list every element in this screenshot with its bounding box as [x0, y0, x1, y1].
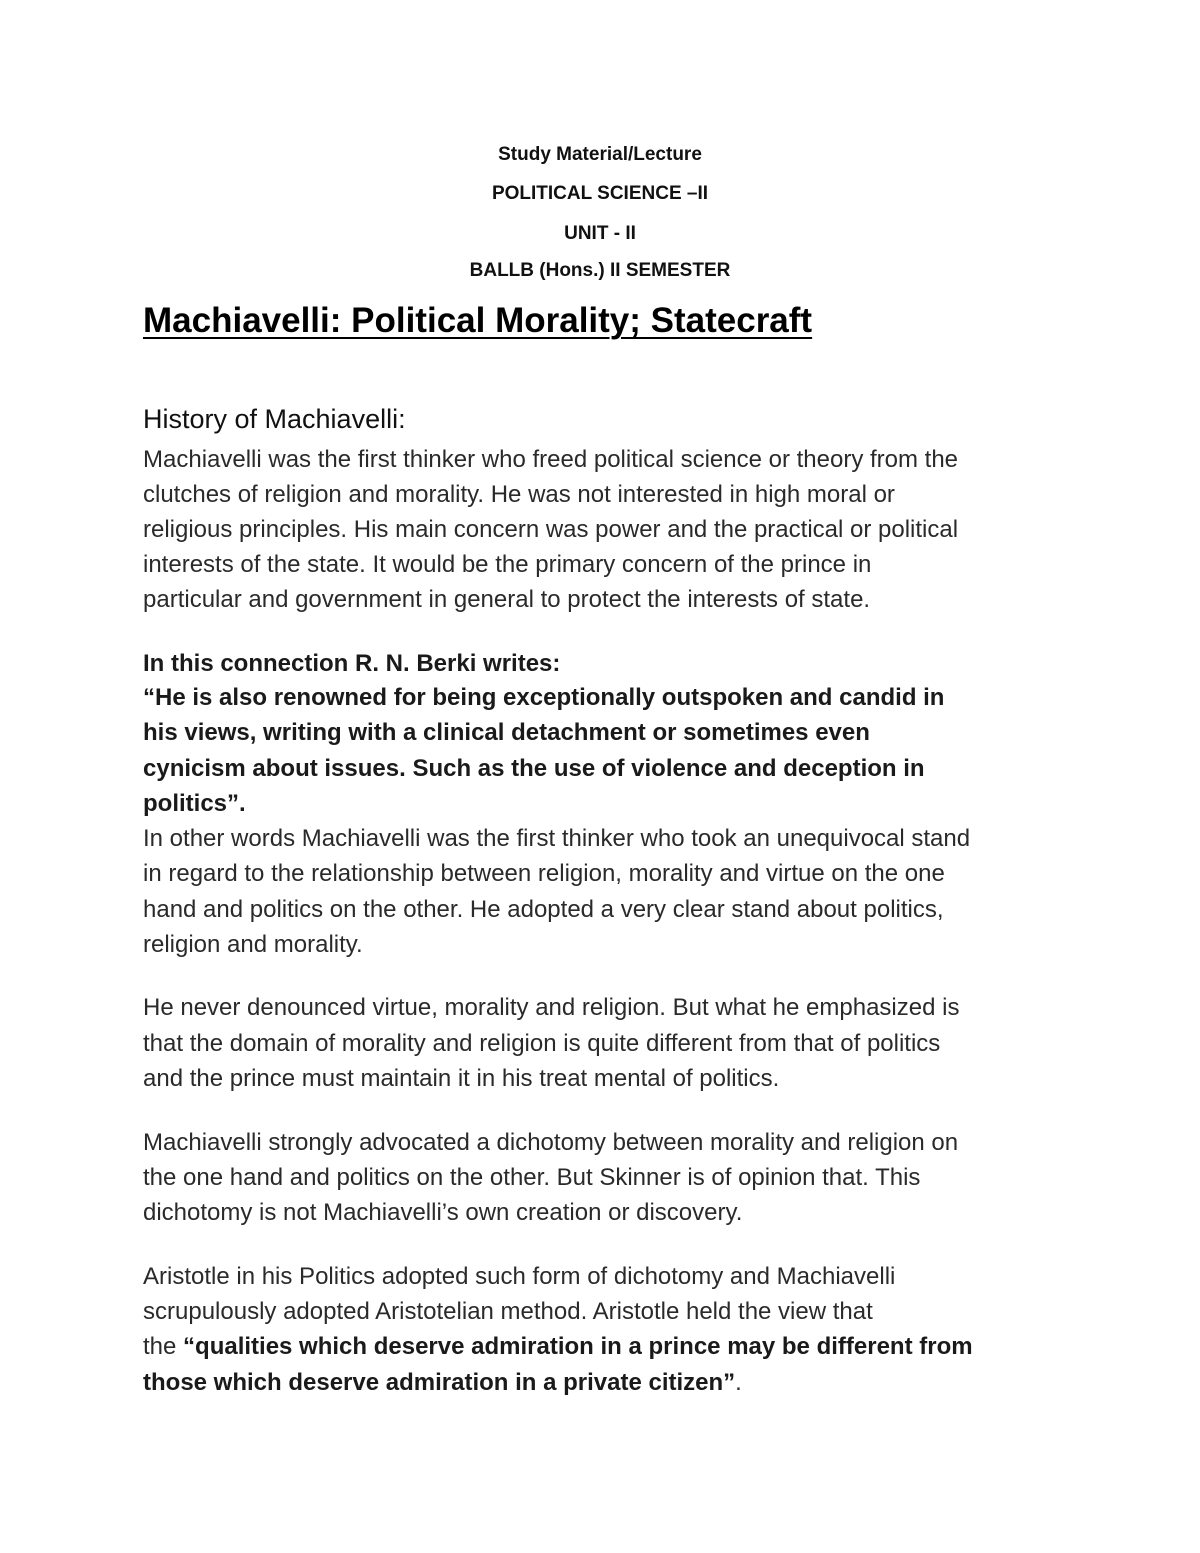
header-study-material: Study Material/Lecture [498, 144, 702, 165]
para3-line: and the prince must maintain it in his treat mental of politics. [143, 1065, 780, 1092]
para5-bold-quote: “qualities which deserve admiration in a prince may be different from [183, 1333, 973, 1360]
para5-plain-text: . [735, 1369, 742, 1396]
para4-line: dichotomy is not Machiavelli’s own creation or discovery. [143, 1199, 743, 1226]
para5-line-mixed [143, 1366, 742, 1400]
para5-line-mixed [143, 1330, 973, 1364]
para1-line: religious principles. His main concern was power and the practical or political [143, 516, 959, 543]
section-heading: History of Machiavelli: [143, 404, 406, 434]
para4-line: the one hand and politics on the other. But Skinner is of opinion that. This [143, 1164, 921, 1191]
quote-line: politics”. [143, 790, 246, 817]
para5-bold-quote: those which deserve admiration in a private citizen” [143, 1369, 736, 1396]
header-unit: UNIT - II [564, 223, 636, 244]
quote-intro: In this connection R. N. Berki writes: [143, 650, 561, 677]
para1-line: Machiavelli was the first thinker who freed political science or theory from the [143, 446, 959, 473]
header-course: POLITICAL SCIENCE –II [491, 183, 709, 204]
para1-line: clutches of religion and morality. He was not interested in high moral or [143, 481, 895, 508]
para5-line: Aristotle in his Politics adopted such form of dichotomy and Machiavelli [143, 1263, 896, 1290]
para2-line: hand and politics on the other. He adopted a very clear stand about politics, [143, 896, 944, 923]
para2-line: In other words Machiavelli was the first thinker who took an unequivocal stand [143, 825, 971, 852]
para3-line: He never denounced virtue, morality and religion. But what he emphasized is [143, 994, 960, 1021]
quote-line: cynicism about issues. Such as the use of violence and deception in [143, 755, 925, 782]
para1-line: particular and government in general to protect the interests of state. [143, 586, 871, 613]
quote-line: “He is also renowned for being exceptionally outspoken and candid in [143, 684, 945, 711]
para2-line: religion and morality. [143, 931, 363, 958]
para5-line: scrupulously adopted Aristotelian method. Aristotle held the view that [143, 1298, 873, 1325]
para4-line: Machiavelli strongly advocated a dichotomy between morality and religion on [143, 1129, 959, 1156]
quote-line: his views, writing with a clinical detachment or sometimes even [143, 719, 870, 746]
para3-line: that the domain of morality and religion is quite different from that of politics [143, 1030, 941, 1057]
para1-line: interests of the state. It would be the primary concern of the prince in [143, 551, 872, 578]
para5-plain-text: the [143, 1333, 184, 1360]
header-semester: BALLB (Hons.) II SEMESTER [469, 260, 731, 281]
document-title: Machiavelli: Political Morality; Statecraft [143, 301, 813, 340]
para2-line: in regard to the relationship between religion, morality and virtue on the one [143, 860, 945, 887]
